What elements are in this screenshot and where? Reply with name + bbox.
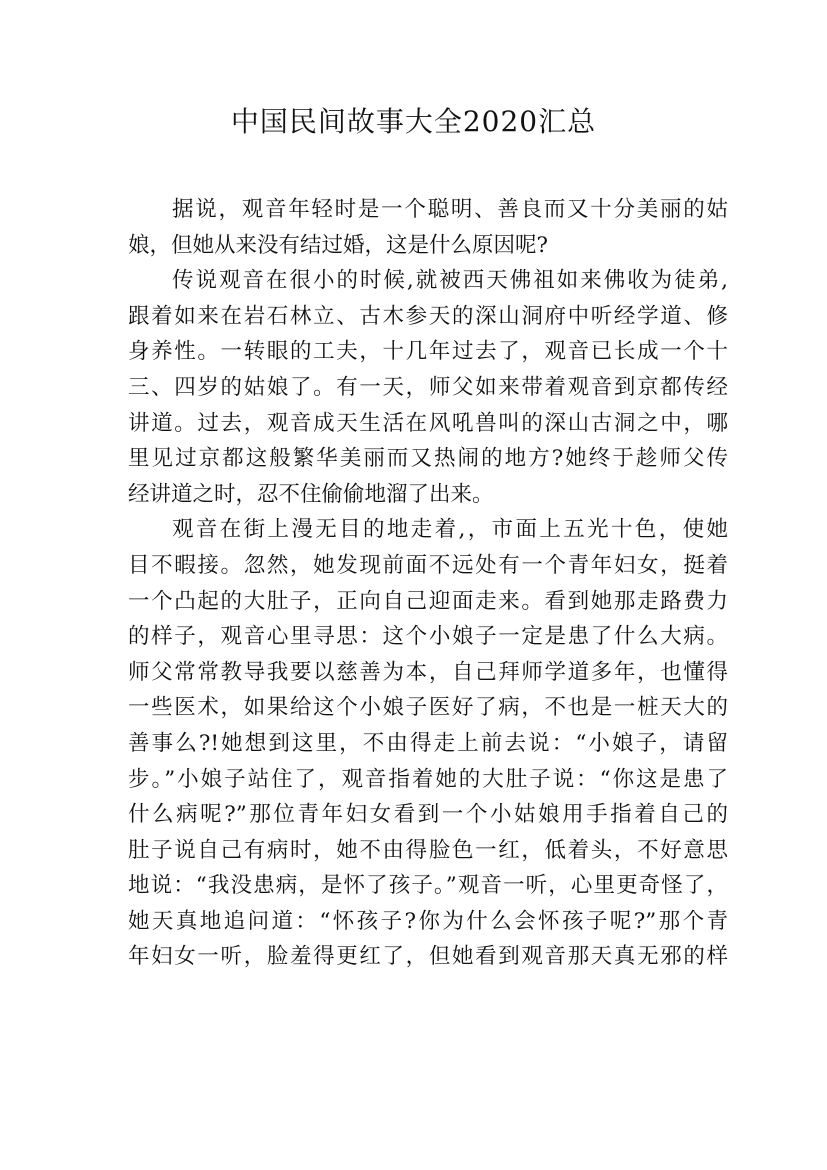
paragraph (128, 192, 728, 263)
text-line: 善事么?!她想到这里，不由得走上前去说：“小娘子，请留 (128, 730, 728, 756)
text-line: 她天真地追问道：“怀孩子?你为什么会怀孩子呢?”那个青 (128, 908, 728, 934)
text-line: 里见过京都这般繁华美丽而又热闹的地方?她终于趁师父传 (128, 446, 728, 472)
paragraph (128, 263, 728, 512)
paragraph (128, 512, 728, 975)
text-line: 三、四岁的姑娘了。有一天，师父如来带着观音到京都传经 (128, 374, 728, 400)
text-line: 地说：“我没患病，是怀了孩子。”观音一听，心里更奇怪了， (128, 873, 728, 899)
text-line: 据说，观音年轻时是一个聪明、善良而又十分美丽的姑 (172, 197, 728, 222)
text-line: 一个凸起的大肚子，正向自己迎面走来。看到她那走路费力 (128, 588, 728, 614)
text-line: 目不暇接。忽然，她发现前面不远处有一个青年妇女，挺着 (128, 552, 728, 578)
text-line: 传说观音在很小的时候,就被西天佛祖如来佛收为徒弟, (172, 268, 728, 294)
text-line: 什么病呢?”那位青年妇女看到一个小姑娘用手指着自己的 (128, 802, 728, 828)
text-line: 娘，但她从来没有结过婚，这是什么原因呢? (128, 232, 549, 258)
text-line: 师父常常教导我要以慈善为本，自己拜师学道多年，也懂得 (128, 659, 728, 685)
text-line: 年妇女一听，脸羞得更红了，但她看到观音那天真无邪的样 (128, 944, 728, 970)
text-line: 身养性。一转眼的工夫，十几年过去了，观音已长成一个十 (128, 339, 728, 365)
text-line: 讲道。过去，观音成天生活在风吼兽叫的深山古洞之中，哪 (128, 410, 728, 436)
text-line: 跟着如来在岩石林立、古木参天的深山洞府中听经学道、修 (128, 303, 728, 329)
text-line: 步。”小娘子站住了，观音指着她的大肚子说：“你这是患了 (128, 766, 728, 792)
document-body (128, 192, 728, 975)
text-line: 观音在街上漫无目的地走着,，市面上五光十色，使她 (172, 517, 728, 543)
text-line: 经讲道之时，忍不住偷偷地溜了出来。 (128, 481, 494, 507)
text-line: 的样子，观音心里寻思：这个小娘子一定是患了什么大病。 (128, 624, 728, 650)
document-title: 中国民间故事大全2020汇总 (230, 105, 597, 138)
text-line: 肚子说自己有病时，她不由得脸色一红，低着头，不好意思 (128, 837, 728, 863)
text-line: 一些医术，如果给这个小娘子医好了病，不也是一桩天大的 (128, 695, 728, 721)
